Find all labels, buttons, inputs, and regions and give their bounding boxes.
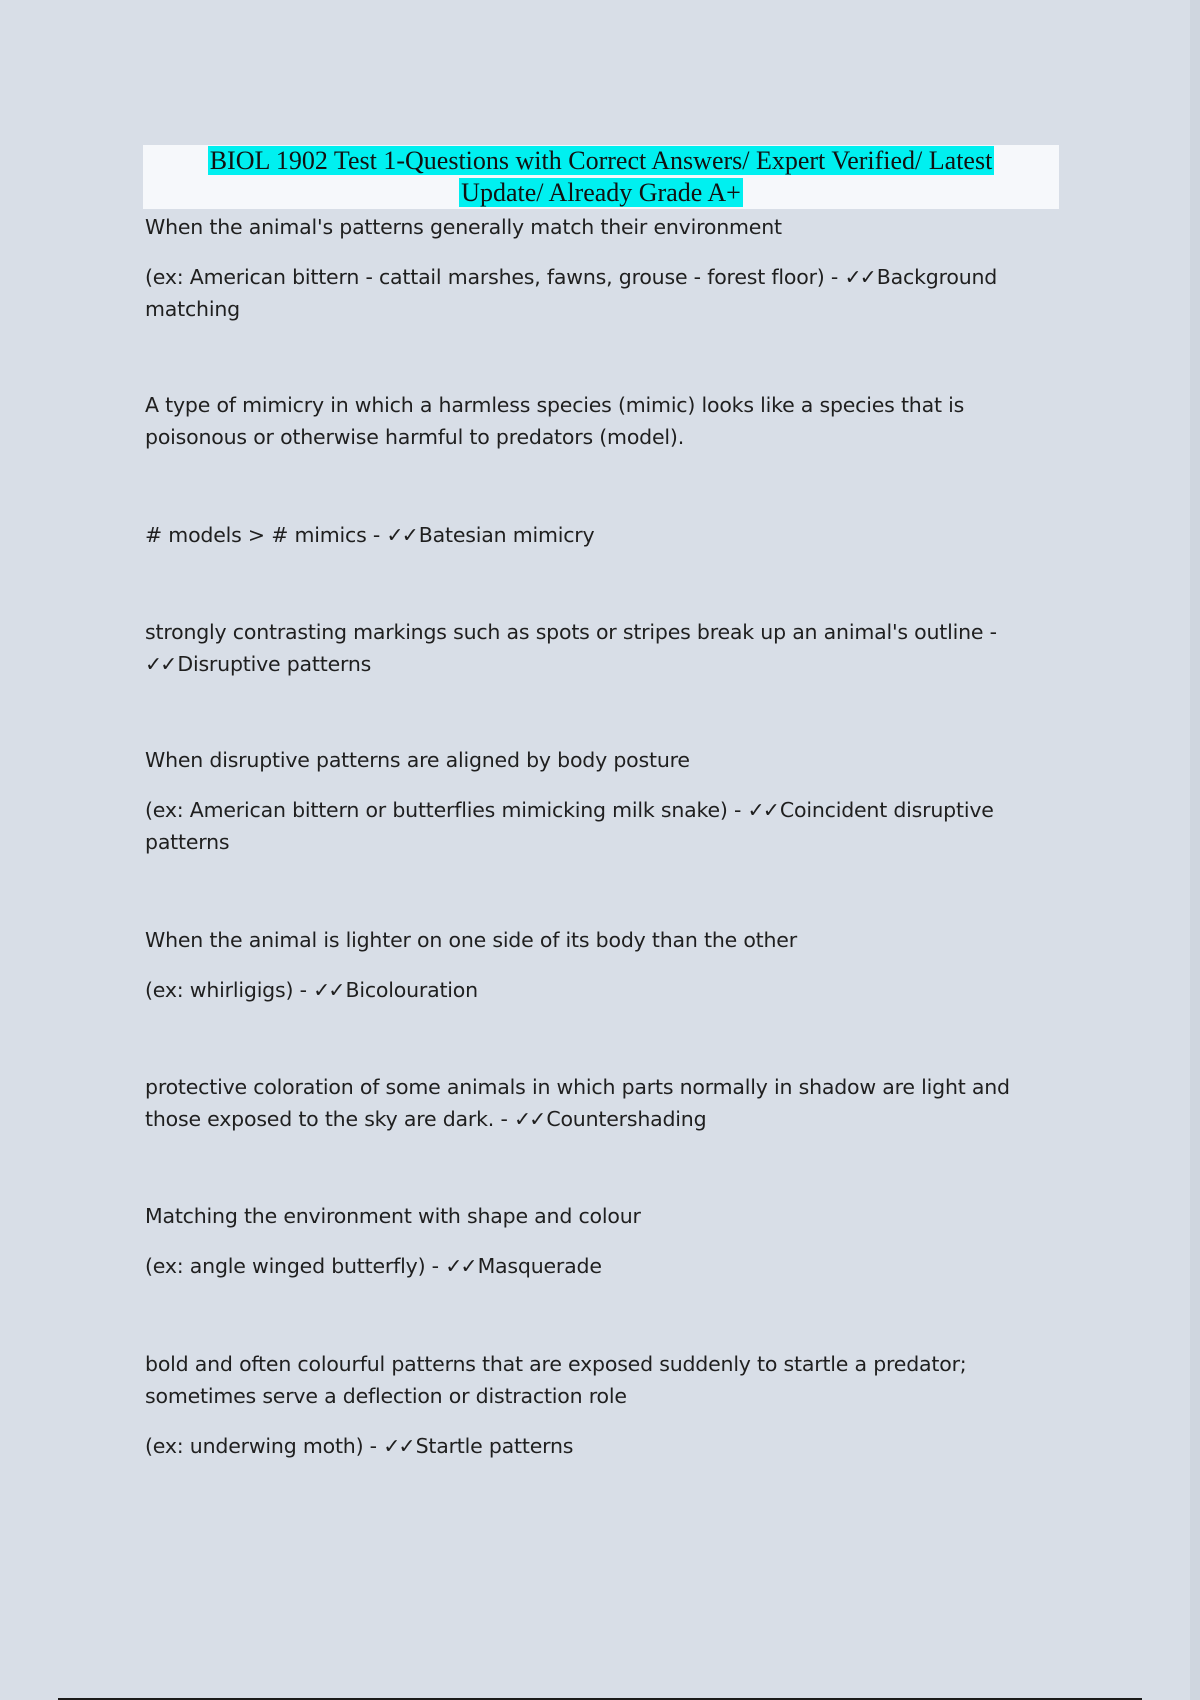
entry-7-answer: Startle patterns (415, 1434, 574, 1458)
entry-7-question-text: (ex: underwing moth) - (145, 1434, 384, 1458)
entry-0-question-line-2 (145, 261, 1065, 325)
entry-6-question-text: (ex: angle winged butterfly) - (145, 1254, 446, 1278)
entry-6-question-line-2 (145, 1250, 1065, 1282)
entry-4-question-line-1: When the animal is lighter on one side of its body than the other (145, 928, 797, 952)
entry-6-answer: Masquerade (477, 1254, 602, 1278)
entry-1-question-text: # models > # mimics - (145, 523, 387, 547)
entry-0-question-text: (ex: American bittern - cattail marshes, fawns, grouse - forest floor) - (145, 265, 845, 289)
entry-3-question-line-2 (145, 794, 1065, 858)
double-check-icon: ✓✓ (145, 652, 176, 676)
double-check-icon: ✓✓ (513, 1107, 545, 1131)
entry-2-question-text: strongly contrasting markings such as spots or stripes break up an animal's outline - (145, 620, 997, 644)
double-check-icon: ✓✓ (844, 265, 875, 289)
qa-content (145, 211, 1065, 1462)
entry-5-question-text: protective coloration of some animals in which parts normally in shadow are light and those exposed to the sky are dark. - (145, 1075, 1010, 1131)
entry-0-question-line-1: When the animal's patterns generally match their environment (145, 215, 782, 239)
double-check-icon: ✓✓ (747, 798, 778, 822)
entry-1-answer: Batesian mimicry (418, 523, 595, 547)
entry-4-question-text: (ex: whirligigs) - (145, 978, 314, 1002)
page-edge-shade (1190, 0, 1200, 1700)
title-line-2: Update/ Already Grade A+ (461, 178, 741, 207)
entry-2-answer: Disruptive patterns (177, 652, 372, 676)
entry-2-question (145, 616, 1065, 680)
entry-3-question-line-1: When disruptive patterns are aligned by body posture (145, 748, 690, 772)
entry-1-question-line-2 (145, 519, 1065, 551)
entry-4-question-line-2 (145, 974, 1065, 1006)
entry-5-question (145, 1071, 1065, 1135)
double-check-icon: ✓✓ (313, 978, 344, 1002)
double-check-icon: ✓✓ (386, 523, 417, 547)
entry-7-question-line-2 (145, 1430, 1065, 1462)
entry-7-question-line-1: bold and often colourful patterns that are exposed suddenly to startle a predator; sometimes serve a deflection or distraction role (145, 1352, 967, 1408)
entry-6-question-line-1: Matching the environment with shape and colour (145, 1204, 641, 1228)
entry-1-question-line-1: A type of mimicry in which a harmless species (mimic) looks like a species that is poisonous or otherwise harmful to predators (model). (145, 393, 965, 449)
double-check-icon: ✓✓ (445, 1254, 476, 1278)
double-check-icon: ✓✓ (383, 1434, 414, 1458)
entry-5-answer: Countershading (546, 1107, 707, 1131)
entry-3-answer: Coincident disruptive patterns (145, 798, 994, 854)
entry-4-answer: Bicolouration (345, 978, 478, 1002)
document-title (143, 145, 1059, 209)
entry-0-answer: Background matching (145, 265, 998, 321)
entry-3-question-text: (ex: American bittern or butterflies mimicking milk snake) - (145, 798, 748, 822)
title-line-1: BIOL 1902 Test 1-Questions with Correct Answers/ Expert Verified/ Latest (209, 146, 993, 175)
